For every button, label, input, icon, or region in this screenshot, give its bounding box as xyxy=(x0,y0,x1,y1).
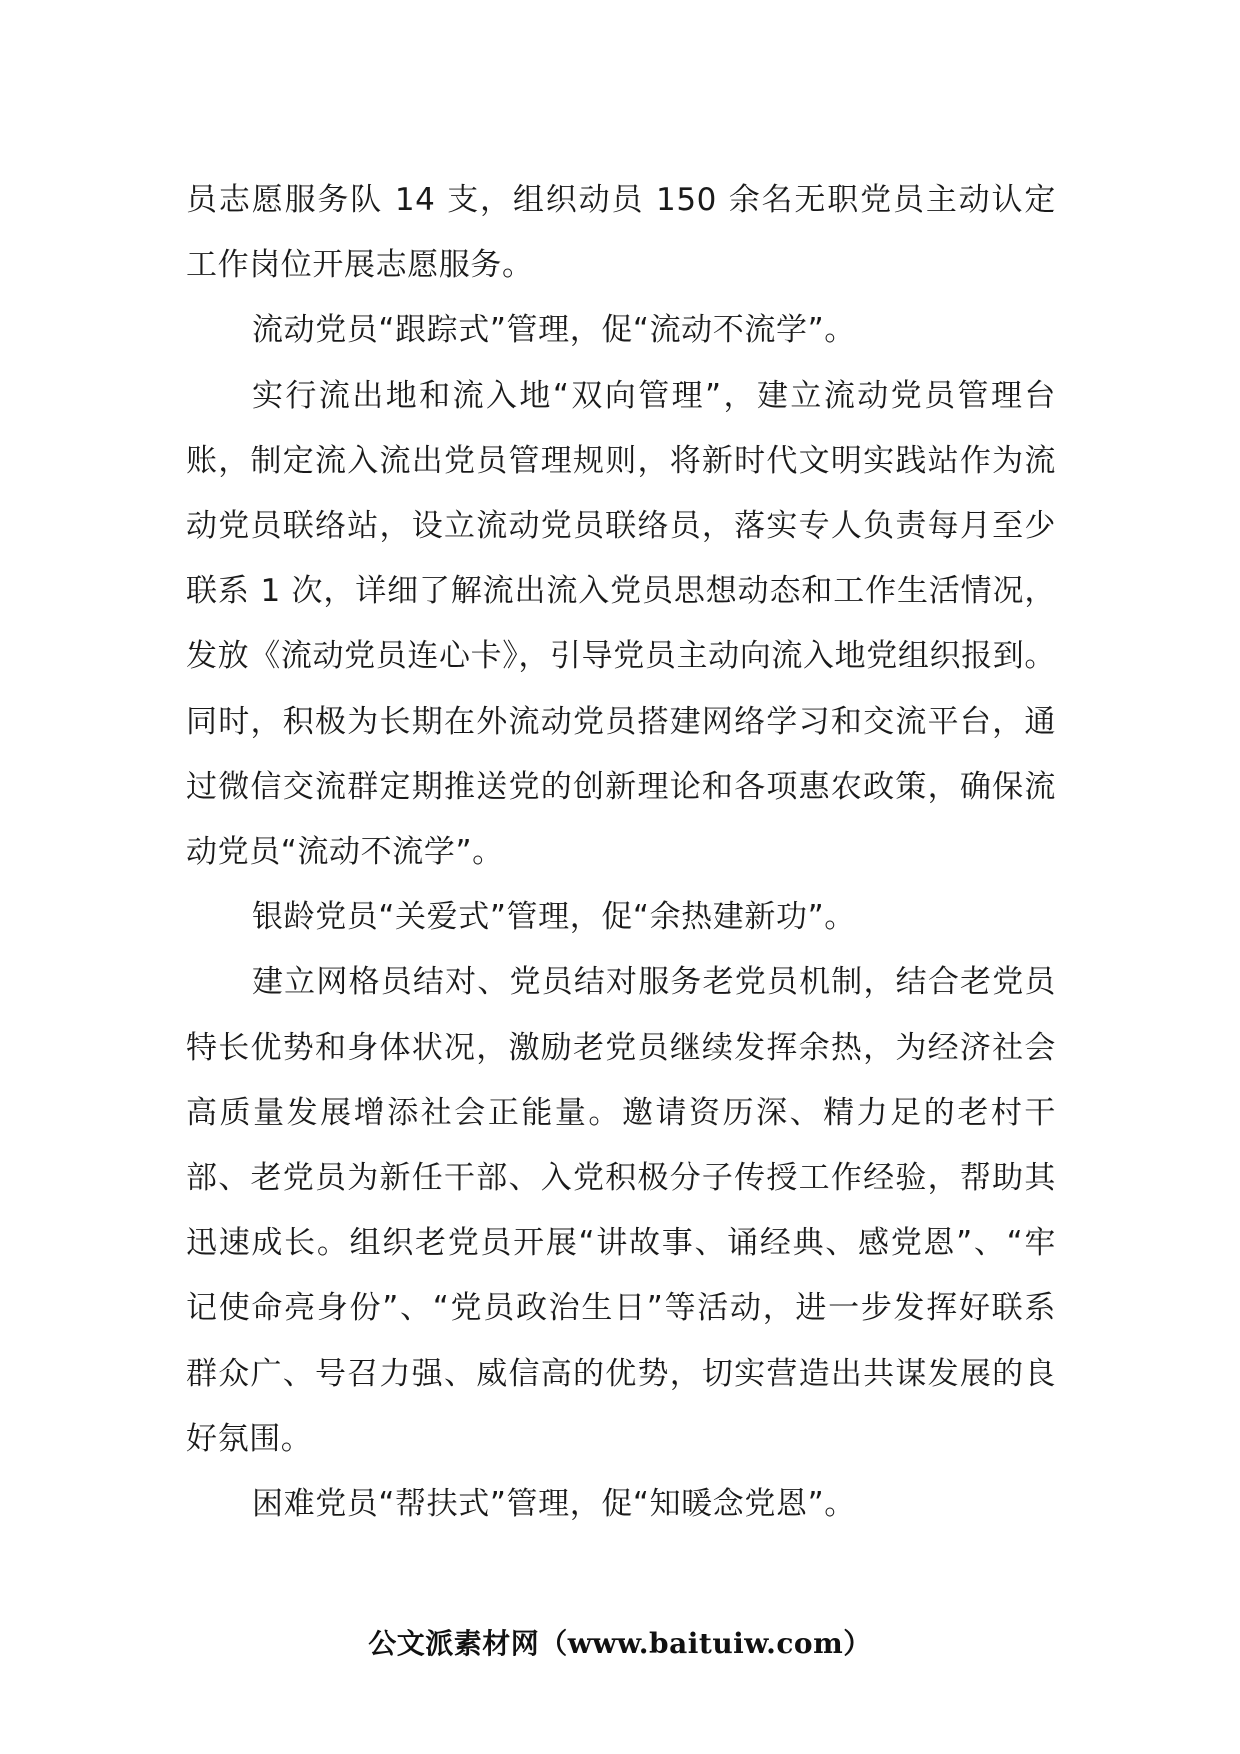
paragraph-mobile-party-members: 实行流出地和流入地“双向管理”，建立流动党员管理台账，制定流入流出党员管理规则，将新时代文明实践站作为流动党员联络站，设立流动党员联络员，落实专人负责每月至少联系 1 次，详细了解流出流入党员思想动态和工作生活情况，发放《流动党员连心卡》，引导党员主动向流入地党组织报到。同时，积极为长期在外流动党员搭建网络学习和交流平台，通过微信交流群定期推送党的创新理论和各项惠农政策，确保流动党员“流动不流学”。 xyxy=(186,377,1056,871)
heading-needy-party-members: 困难党员“帮扶式”管理，促“知暖念党恩”。 xyxy=(252,1486,856,1523)
paragraph-volunteer-team: 员志愿服务队 14 支，组织动员 150 余名无职党员主动认定工作岗位开展志愿服务。 xyxy=(186,182,1056,284)
page-footer-watermark: 公文派素材网（www.baituiw.com） xyxy=(368,1627,872,1660)
heading-mobile-party-members: 流动党员“跟踪式”管理，促“流动不流学”。 xyxy=(252,312,856,349)
heading-senior-party-members: 银龄党员“关爱式”管理，促“余热建新功”。 xyxy=(252,899,856,936)
paragraph-senior-party-members: 建立网格员结对、党员结对服务老党员机制，结合老党员特长优势和身体状况，激励老党员继续发挥余热，为经济社会高质量发展增添社会正能量。邀请资历深、精力足的老村干部、老党员为新任干部、入党积极分子传授工作经验，帮助其迅速成长。组织老党员开展“讲故事、诵经典、感党恩”、“牢记使命亮身份”、“党员政治生日”等活动，进一步发挥好联系群众广、号召力强、威信高的优势，切实营造出共谋发展的良好氛围。 xyxy=(186,964,1056,1457)
document-body xyxy=(186,168,1056,1537)
